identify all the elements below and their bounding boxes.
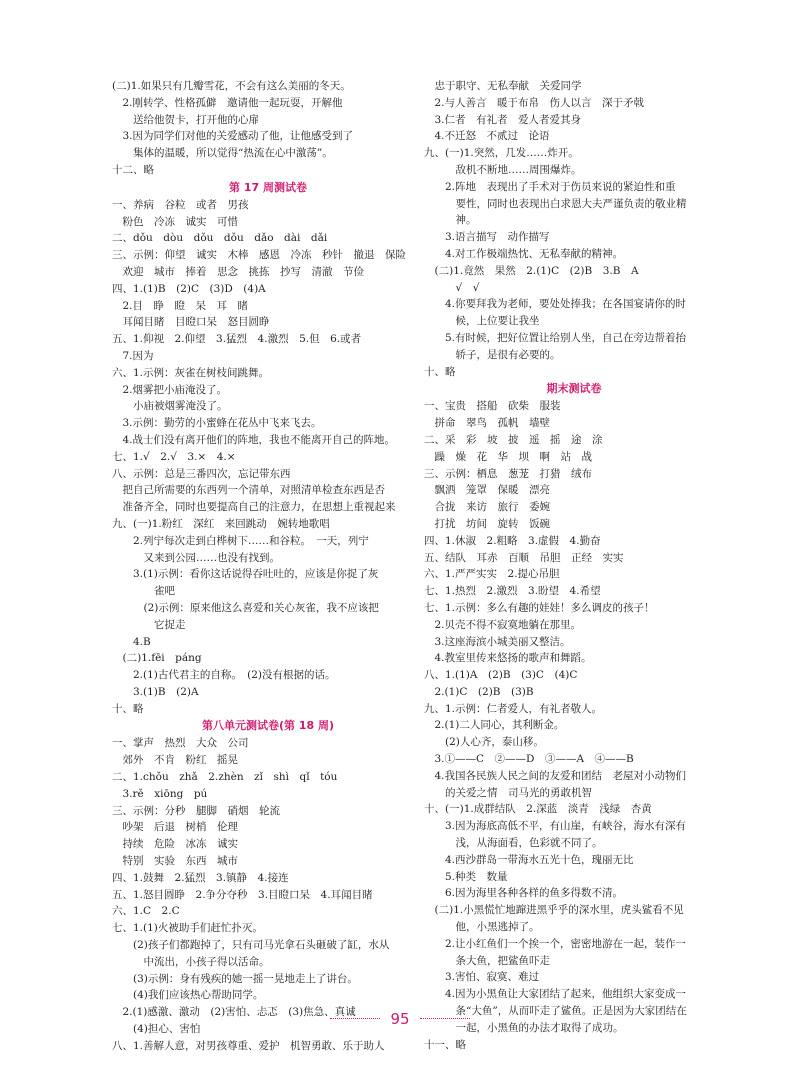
answer-line: 六、1.严严实实 2.提心吊胆 xyxy=(424,568,560,581)
answer-line: 七、1.√ 2.√ 3.× 4.× xyxy=(112,450,236,463)
answer-line: 4.我国各民族人民之间的友爱和团结 老屋对小动物们 xyxy=(424,769,687,782)
answer-line: 2.刚转学、性格孤僻 邀请他一起玩耍，开解他 xyxy=(112,96,343,109)
answer-line: 4.不迁怒 不贰过 论语 xyxy=(424,130,550,143)
answer-line: 三、示例：仰望 诚实 木棒 感恩 冷冻 秒针 撤退 保险 xyxy=(112,249,406,262)
answer-line: 忠于职守、无私奉献 关爱同学 xyxy=(424,80,582,92)
answer-line: 集体的温暖，所以觉得“热流在心中激荡”。 xyxy=(112,147,333,160)
answer-line: 条“大鱼”，从而吓走了鲨鱼。正是因为大家团结在 xyxy=(424,1005,687,1018)
answer-line: 八、1.(1)A (2)B (3)C (4)C xyxy=(424,669,578,682)
answer-line: 小庙被烟雾淹没了。 xyxy=(112,400,228,413)
answer-line: 拼命 翠鸟 孤帆 墙壁 xyxy=(424,417,550,430)
section-heading: 第 17 周测试卷 xyxy=(229,180,307,194)
answer-line: 十、略 xyxy=(112,702,144,715)
answer-line: 候，上位要让我坐 xyxy=(424,315,540,328)
answer-line: 二、dǒu dòu dǒu dǒu dǎo dài dǎi xyxy=(112,232,328,245)
answer-line: 浅，从海面看，色彩就不同了。 xyxy=(424,837,603,850)
answer-column-left xyxy=(112,78,424,1055)
answer-line: 2.(1)古代君主的自称。 (2)没有根据的话。 xyxy=(112,669,336,682)
answer-line: 四、1.鼓舞 2.猛烈 3.镇静 4.接连 xyxy=(112,871,289,884)
answer-line: (2)示例：原来他这么喜爱和关心灰雀，我不应该把 xyxy=(112,601,379,614)
answer-line: 2.(1)感激、激动 (2)害怕、忐忑 (3)焦急、真诚 xyxy=(112,1006,356,1019)
answer-line: 7.因为 xyxy=(112,349,154,362)
answer-line: 4.战士们没有离开他们的阵地，我也不能离开自己的阵地。 xyxy=(112,433,396,446)
answer-line: 一起，小黑鱼的办法才取得了成功。 xyxy=(424,1021,624,1034)
answer-line: 5.有时候，把好位置让给别人坐，自己在旁边帮着抬 xyxy=(424,331,687,344)
answer-line: 轿子，是很有必要的。 xyxy=(424,348,561,361)
answer-line: 中流出，小孩子得以活命。 xyxy=(112,955,270,968)
answer-line: 七、1.热烈 2.激烈 3.盼望 4.希望 xyxy=(424,585,601,598)
answer-line: 雀吧 xyxy=(112,585,175,598)
answer-line: 3.(1)B (2)A xyxy=(112,685,199,698)
answer-line: 一、养病 谷粒 或者 男孩 xyxy=(112,198,249,211)
footer-divider-right xyxy=(420,1018,470,1019)
answer-line: 又来到公园……也没有找到。 xyxy=(112,551,280,564)
answer-line: 6.因为海里各种各样的鱼多得数不清。 xyxy=(424,887,624,900)
answer-line: 4.教室里传来悠扬的歌声和舞蹈。 xyxy=(424,652,592,665)
answer-line: √ √ xyxy=(424,281,480,294)
answer-line: 2.(1)C (2)B (3)B xyxy=(424,685,534,698)
answer-line: 3.害怕、寂寞、难过 xyxy=(424,971,540,984)
answer-line: 3.这座海滨小城美丽又整洁。 xyxy=(424,635,571,648)
answer-line: 准备齐全，同时也要提高自己的注意力，在思想上重视起来 xyxy=(112,501,396,514)
answer-line: 4.对工作极端热忱、无私奉献的精神。 xyxy=(424,247,624,260)
answer-line: 八、示例：总是三番四次，忘记带东西 xyxy=(112,467,291,480)
answer-line: (2)人心齐，泰山移。 xyxy=(424,736,544,749)
answer-line: (3)示例：身有残疾的她一摇一晃地走上了讲台。 xyxy=(112,972,358,985)
answer-line: (二)1.小黑慌忙地蹿进黑乎乎的深水里，虎头鲨看不见 xyxy=(424,904,684,917)
answer-line: 3.因为同学们对他的关爱感动了他，让他感受到了 xyxy=(112,130,354,143)
answer-line: 八、1.善解人意，对男孩尊重、爱护 机智勇敢、乐于助人 xyxy=(112,1039,385,1052)
answer-line: 要性，同时也表现出白求恩大夫严谨负责的敬业精 xyxy=(424,197,687,210)
answer-line: 2.列宁每次走到白桦树下……和谷粒。 一天，列宁 xyxy=(112,534,369,547)
answer-line: 4.因为小黑鱼让大家团结了起来，他组织大家变成一 xyxy=(424,988,687,1001)
answer-line: 2.贝壳不得不寂寞地躺在那里。 xyxy=(424,618,582,631)
answer-line: 十、略 xyxy=(424,365,456,378)
answer-line: 六、1.C 2.C xyxy=(112,905,180,918)
page-number: 95 xyxy=(390,1010,410,1028)
answer-line: 2.目 睁 瞪 呆 耳 睹 xyxy=(112,299,249,312)
answer-line: 一、掌声 热烈 大众 公司 xyxy=(112,737,249,750)
answer-line: 六、1.示例：灰雀在树枝间跳舞。 xyxy=(112,366,270,379)
answer-line: 2.与人善言 暖于布帛 伤人以言 深于矛戟 xyxy=(424,96,645,109)
answer-line: 的关爱之情 司马光的勇敢机智 xyxy=(424,786,592,799)
answer-line: (二)1.如果只有几瓣雪花，不会有这么美丽的冬天。 xyxy=(112,80,351,92)
answer-line: 它捉走 xyxy=(112,618,186,631)
answer-line: 3.rě xiōng pú xyxy=(112,787,208,800)
answer-line: 4.西沙群岛一带海水五光十色，瑰丽无比 xyxy=(424,853,634,866)
answer-line: 打扰 坊间 旋转 饭碗 xyxy=(424,517,550,530)
answer-line: 4.B xyxy=(112,635,151,648)
answer-line: 2.烟雾把小庙淹没了。 xyxy=(112,383,228,396)
answer-line: 躁 燥 花 华 坝 啊 站 战 xyxy=(424,450,592,463)
answer-line: (4)我们应该热心帮助同学。 xyxy=(112,989,264,1002)
section-heading: 期末测试卷 xyxy=(546,382,602,396)
answer-line: 三、示例：分秒 腿脚 硝烟 轮流 xyxy=(112,804,280,817)
answer-line: 合拢 来访 旅行 委婉 xyxy=(424,501,550,514)
answer-line: (二)1.竟然 果然 2.(1)C (2)B 3.B A xyxy=(424,264,639,277)
answer-line: 九、1.示例：仁者爱人，有礼者敬人。 xyxy=(424,702,603,715)
answer-line: 七、1.(1)火被助手们赶忙扑灭。 xyxy=(112,922,263,935)
answer-line: 四、1.休淑 2.粗略 3.虚假 4.勤奋 xyxy=(424,534,601,547)
answer-line: 四、1.(1)B (2)C (3)D (4)A xyxy=(112,282,266,295)
answer-line: 把自己所需要的东西列一个清单，对照清单检查东西是否 xyxy=(112,484,385,497)
answer-line: 十二、略 xyxy=(112,163,154,176)
answer-line: 五、结队 耳赤 百顺 吊胆 正经 实实 xyxy=(424,551,624,564)
answer-line: 一、宝贵 搭船 砍柴 服装 xyxy=(424,400,561,413)
answer-line: 飘洒 笼罩 保暖 漂亮 xyxy=(424,484,550,497)
answer-line: 3.语言描写 动作描写 xyxy=(424,231,550,244)
answer-line: 十一、略 xyxy=(424,1038,466,1051)
answer-line: 4.你要拜我为老师，要处处捧我；在各国宴请你的时 xyxy=(424,298,687,311)
answer-line: 五、1.仰视 2.仰望 3.猛烈 4.激烈 5.但 6.或者 xyxy=(112,333,362,346)
answer-line: 3.(1)示例：看你这话说得吞吐吐的，应该是你捉了灰 xyxy=(112,568,379,581)
answer-line: 敌机不断地……周围爆炸。 xyxy=(424,163,582,176)
answer-line: 条大鱼，把鲨鱼吓走 xyxy=(424,954,550,967)
answer-line: 五、1.怒目圆睁 2.争分夺秒 3.目瞪口呆 4.耳闻目睹 xyxy=(112,888,373,901)
answer-line: 3.示例：勤劳的小蜜蜂在花丛中飞来飞去。 xyxy=(112,417,322,430)
answer-line: 吵架 后退 树梢 伦理 xyxy=(112,821,238,834)
answer-line: 十、(一)1.成群结队 2.深蓝 淡青 浅绿 杏黄 xyxy=(424,803,652,816)
answer-line: 5.种类 数量 xyxy=(424,870,508,883)
answer-line: 三、示例：栖息 葱茏 打猎 绒布 xyxy=(424,467,592,480)
answer-line: 二、采 彩 坡 披 遥 摇 途 涂 xyxy=(424,433,603,446)
answer-line: 欢迎 城市 捧着 思念 挑拣 抄写 清澈 节俭 xyxy=(112,265,364,278)
page-footer xyxy=(330,1008,470,1030)
answer-line: 2.阵地 表现出了手术对于伤员来说的紧迫性和重 xyxy=(424,180,676,193)
answer-line: 耳闻目睹 目瞪口呆 怒目圆睁 xyxy=(112,316,270,329)
answer-line: 3.①——C ②——D ③——A ④——B xyxy=(424,753,634,766)
answer-line: 二、1.chǒu zhǎ 2.zhèn zǐ shì qǐ tóu xyxy=(112,771,338,784)
answer-line: 郊外 不肯 粉红 摇晃 xyxy=(112,754,238,767)
answer-line: 九、(一)1.突然，几发……炸开。 xyxy=(424,147,579,160)
footer-divider-left xyxy=(330,1018,380,1019)
answer-line: 神。 xyxy=(424,214,477,227)
answer-line: 特别 实验 东西 城市 xyxy=(112,855,238,868)
section-heading: 第八单元测试卷(第 18 周) xyxy=(201,719,335,733)
answer-line: 3.仁者 有礼者 爱人者爱其身 xyxy=(424,113,582,126)
answer-line: (2)孩子们都跑掉了，只有司马光拿石头砸破了缸，水从 xyxy=(112,939,390,952)
answer-line: 持续 危险 冰冻 诚实 xyxy=(112,838,238,851)
answer-line: 2.(1)二人同心，其利断金。 xyxy=(424,719,565,732)
answer-line: 他，小黑逃掉了。 xyxy=(424,921,540,934)
answer-line: (4)担心、害怕 xyxy=(112,1023,201,1036)
answer-line: (二)1.fēi páng xyxy=(112,652,202,665)
answer-line: 3.因为海底高低不平，有山崖，有峡谷，海水有深有 xyxy=(424,820,687,833)
answer-line: 粉色 冷冻 诚实 可惜 xyxy=(112,215,238,228)
answer-line: 九、(一)1.粉红 深红 来回跳动 婉转地歌唱 xyxy=(112,517,330,530)
answer-column-right xyxy=(424,78,724,1053)
answer-line: 七、1.示例：多么有趣的娃娃！多么调皮的孩子！ xyxy=(424,601,655,614)
answer-line: 送给他贺卡，打开他的心扉 xyxy=(112,113,259,126)
answer-line: 2.让小红鱼们一个挨一个，密密地游在一起，装作一 xyxy=(424,937,687,950)
